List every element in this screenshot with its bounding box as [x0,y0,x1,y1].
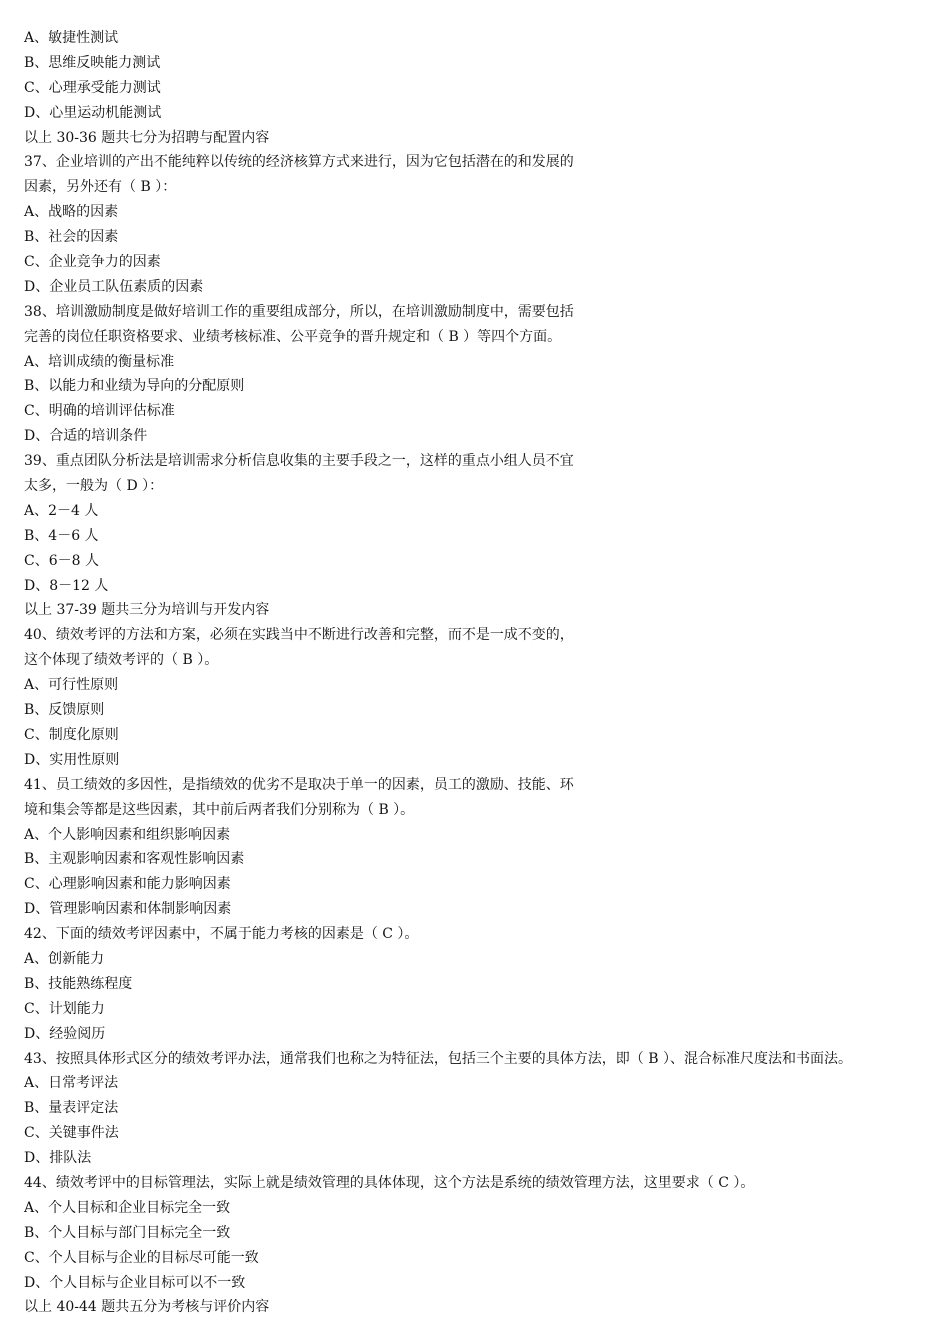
q42-option-c: C、计划能力 [24,1000,105,1017]
option-a-agility: A、敏捷性测试 [24,30,119,46]
q41-option-d: D、管理影响因素和体制影响因素 [24,901,232,918]
option-b-thinking: B、思维反映能力测试 [24,54,161,71]
question-37-line-2: 因素，另外还有（ B ）： [24,179,177,196]
q39-option-b: B、4－6 人 [24,527,99,544]
question-40-line-1: 40、绩效考评的方法和方案，必须在实践当中不断进行改善和完整，而不是一成不变的， [24,627,574,644]
section-note-recruitment: 以上 30-36 题共七分为招聘与配置内容 [24,129,270,146]
question-44: 44、绩效考评中的目标管理法，实际上就是绩效管理的具体体现，这个方法是系统的绩效管理方法，这里要求（ C ）。 [24,1174,755,1191]
q44-option-a: A、个人目标和企业目标完全一致 [24,1199,231,1216]
q41-option-c: C、心理影响因素和能力影响因素 [24,876,231,893]
q39-option-a: A、2－4 人 [24,502,99,519]
section-note-assessment: 以上 40-44 题共五分为考核与评价内容 [24,1299,270,1316]
q42-option-b: B、技能熟练程度 [24,975,133,992]
q37-option-d: D、企业员工队伍素质的因素 [24,278,204,295]
q37-option-a: A、战略的因素 [24,204,119,221]
question-43: 43、按照具体形式区分的绩效考评办法，通常我们也称之为特征法，包括三个主要的具体方法，即（ B ）、混合标准尺度法和书面法。 [24,1050,852,1067]
q38-option-c: C、明确的培训评估标准 [24,403,175,420]
q43-option-c: C、关键事件法 [24,1125,119,1142]
question-41-line-2: 境和集会等都是这些因素，其中前后两者我们分别称为（ B ）。 [24,801,415,818]
option-c-psych: C、心理承受能力测试 [24,79,161,96]
question-39-line-1: 39、重点团队分析法是培训需求分析信息收集的主要手段之一，这样的重点小组人员不宜 [24,453,574,470]
q42-option-a: A、创新能力 [24,950,105,967]
question-38-line-2: 完善的岗位任职资格要求、业绩考核标准、公平竞争的晋升规定和（ B ）等四个方面。 [24,328,562,345]
q39-option-c: C、6－8 人 [24,552,99,569]
question-39-line-2: 太多，一般为（ D ）： [24,478,164,495]
q41-option-b: B、主观影响因素和客观性影响因素 [24,851,245,868]
q44-option-d: D、个人目标与企业目标可以不一致 [24,1274,246,1291]
q37-option-c: C、企业竞争力的因素 [24,254,161,271]
question-40-line-2: 这个体现了绩效考评的（ B ）。 [24,652,219,669]
q37-option-b: B、社会的因素 [24,229,119,246]
question-42: 42、下面的绩效考评因素中，不属于能力考核的因素是（ C ）。 [24,926,419,943]
q40-option-b: B、反馈原则 [24,702,105,719]
question-38-line-1: 38、培训激励制度是做好培训工作的重要组成部分，所以，在培训激励制度中，需要包括 [24,303,574,320]
question-41-line-1: 41、员工绩效的多因性，是指绩效的优劣不是取决于单一的因素，员工的激励、技能、环 [24,776,574,793]
q38-option-b: B、以能力和业绩为导向的分配原则 [24,378,245,395]
document-page [24,26,924,1320]
question-37-line-1: 37、企业培训的产出不能纯粹以传统的经济核算方式来进行，因为它包括潜在的和发展的 [24,154,574,171]
q44-option-b: B、个人目标与部门目标完全一致 [24,1224,231,1241]
q41-option-a: A、个人影响因素和组织影响因素 [24,826,231,843]
q43-option-d: D、排队法 [24,1150,92,1167]
q39-option-d: D、8－12 人 [24,577,109,594]
q42-option-d: D、经验阅历 [24,1025,106,1042]
q43-option-b: B、量表评定法 [24,1100,119,1117]
q44-option-c: C、个人目标与企业的目标尽可能一致 [24,1249,259,1266]
q38-option-d: D、合适的培训条件 [24,428,148,445]
q43-option-a: A、日常考评法 [24,1075,119,1092]
option-d-motor: D、心里运动机能测试 [24,104,162,121]
section-note-training: 以上 37-39 题共三分为培训与开发内容 [24,602,270,619]
q40-option-d: D、实用性原则 [24,751,120,768]
q40-option-a: A、可行性原则 [24,677,119,694]
q38-option-a: A、培训成绩的衡量标准 [24,353,175,370]
q40-option-c: C、制度化原则 [24,726,119,743]
